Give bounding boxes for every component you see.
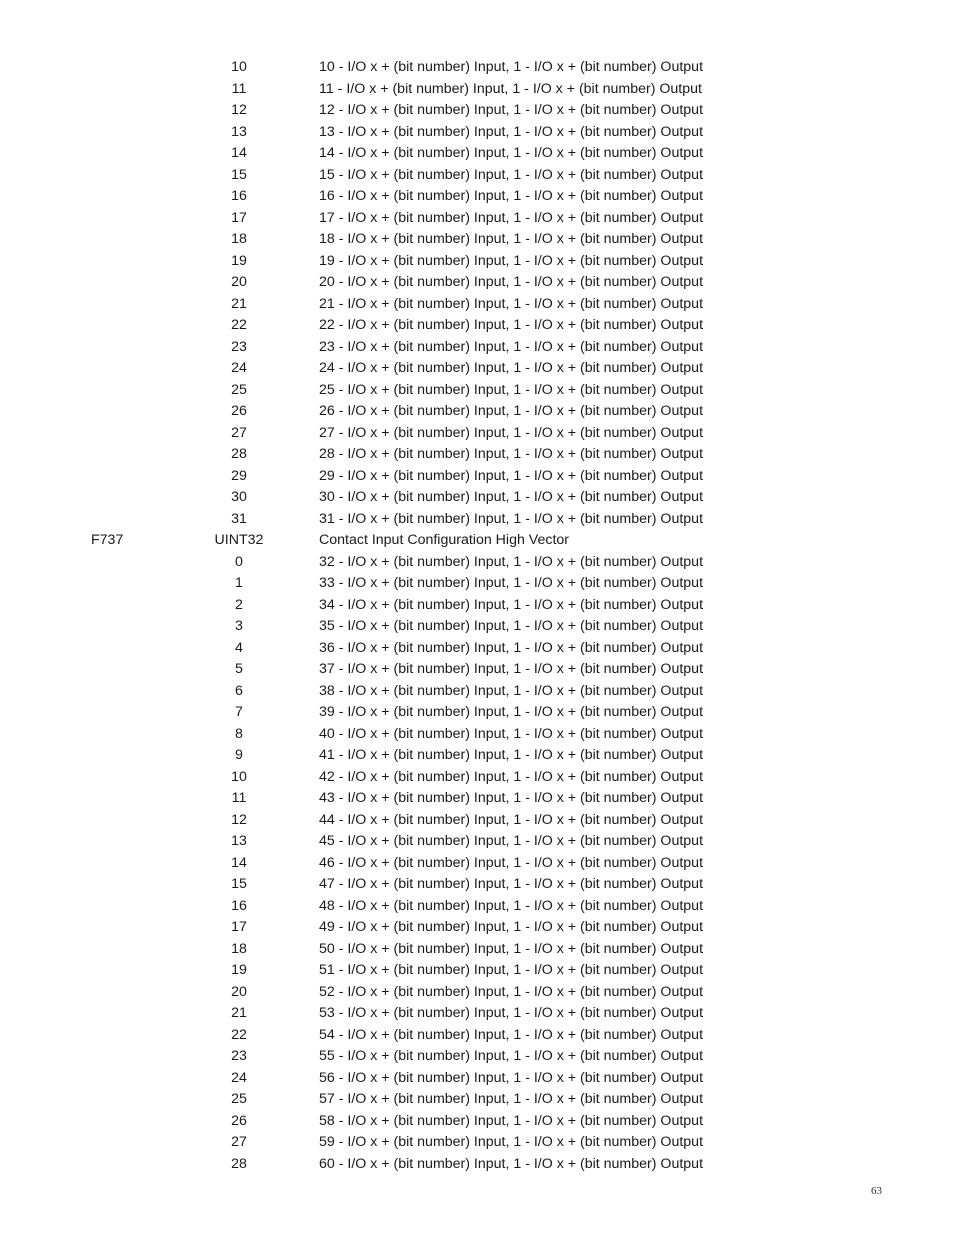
bit-description: 30 - I/O x + (bit number) Input, 1 - I/O x + (bit number) Output	[319, 489, 704, 505]
bit-description: 16 - I/O x + (bit number) Input, 1 - I/O x + (bit number) Output	[319, 188, 704, 204]
table-row	[0, 595, 954, 617]
table-row	[0, 853, 954, 875]
table-row	[0, 57, 954, 79]
bit-value: 12	[231, 102, 247, 118]
bit-description: 15 - I/O x + (bit number) Input, 1 - I/O x + (bit number) Output	[319, 166, 704, 183]
table-row	[0, 251, 954, 273]
bit-description: 36 - I/O x + (bit number) Input, 1 - I/O x + (bit number) Output	[319, 639, 704, 656]
table-row	[0, 337, 954, 359]
bit-description: 31 - I/O x + (bit number) Input, 1 - I/O x + (bit number) Output	[319, 510, 704, 527]
bit-value: 12	[231, 811, 247, 828]
bit-description: 58 - I/O x + (bit number) Input, 1 - I/O x + (bit number) Output	[319, 1112, 704, 1129]
bit-value: 20	[231, 983, 247, 1000]
bit-value: 20	[231, 274, 247, 290]
table-row	[0, 573, 954, 595]
bit-description: 18 - I/O x + (bit number) Input, 1 - I/O x + (bit number) Output	[319, 231, 704, 247]
table-row	[0, 165, 954, 187]
bit-description: 28 - I/O x + (bit number) Input, 1 - I/O x + (bit number) Output	[319, 446, 704, 462]
bit-value: 17	[231, 209, 247, 226]
table-row	[0, 466, 954, 488]
bit-description: 38 - I/O x + (bit number) Input, 1 - I/O x + (bit number) Output	[319, 682, 704, 699]
bit-description: 55 - I/O x + (bit number) Input, 1 - I/O x + (bit number) Output	[319, 1048, 704, 1064]
bit-value: 18	[231, 231, 247, 247]
table-row	[0, 702, 954, 724]
bit-description: 20 - I/O x + (bit number) Input, 1 - I/O x + (bit number) Output	[319, 274, 704, 290]
bit-value: 22	[231, 317, 247, 333]
table-row	[0, 143, 954, 165]
table-row	[0, 294, 954, 316]
table-row	[0, 1046, 954, 1068]
bit-value: 31	[231, 510, 247, 527]
bit-value: 6	[235, 682, 243, 699]
table-row	[0, 229, 954, 251]
bit-description: 41 - I/O x + (bit number) Input, 1 - I/O x + (bit number) Output	[319, 747, 704, 763]
format-table	[0, 57, 954, 1175]
table-row	[0, 982, 954, 1004]
bit-value: 7	[235, 704, 243, 720]
bit-value: 11	[231, 790, 247, 806]
bit-value: 24	[231, 360, 247, 376]
bit-description: 60 - I/O x + (bit number) Input, 1 - I/O x + (bit number) Output	[319, 1155, 704, 1172]
table-row	[0, 509, 954, 531]
bit-value: 26	[231, 403, 247, 419]
table-row	[0, 186, 954, 208]
bit-description: 19 - I/O x + (bit number) Input, 1 - I/O x + (bit number) Output	[319, 252, 704, 269]
bit-description: 42 - I/O x + (bit number) Input, 1 - I/O x + (bit number) Output	[319, 768, 704, 785]
bit-value: 16	[231, 188, 247, 204]
table-row	[0, 745, 954, 767]
bit-description: 37 - I/O x + (bit number) Input, 1 - I/O x + (bit number) Output	[319, 661, 704, 677]
bit-description: 47 - I/O x + (bit number) Input, 1 - I/O x + (bit number) Output	[319, 876, 704, 892]
bit-value: 27	[231, 424, 247, 441]
table-row	[0, 315, 954, 337]
bit-value: 3	[235, 618, 243, 634]
bit-value: 10	[231, 768, 247, 785]
format-code: F737	[91, 532, 124, 548]
bit-value: 23	[231, 338, 247, 355]
table-row	[0, 1089, 954, 1111]
bit-value: 23	[231, 1048, 247, 1064]
bit-value: 0	[235, 553, 243, 570]
bit-value: 13	[231, 123, 247, 140]
bit-description: 32 - I/O x + (bit number) Input, 1 - I/O x + (bit number) Output	[319, 553, 704, 570]
bit-value: 8	[235, 725, 243, 742]
bit-description: 24 - I/O x + (bit number) Input, 1 - I/O x + (bit number) Output	[319, 360, 704, 376]
page-number: 63	[871, 1185, 882, 1197]
table-row	[0, 444, 954, 466]
table-row	[0, 487, 954, 509]
bit-description: 29 - I/O x + (bit number) Input, 1 - I/O x + (bit number) Output	[319, 467, 704, 484]
bit-description: 13 - I/O x + (bit number) Input, 1 - I/O x + (bit number) Output	[319, 123, 704, 140]
bit-description: Contact Input Configuration High Vector	[319, 532, 570, 548]
bit-value: 26	[231, 1112, 247, 1129]
bit-description: 49 - I/O x + (bit number) Input, 1 - I/O x + (bit number) Output	[319, 919, 704, 935]
bit-value: 14	[231, 145, 247, 161]
bit-description: 44 - I/O x + (bit number) Input, 1 - I/O x + (bit number) Output	[319, 811, 704, 828]
bit-value: 10	[231, 59, 247, 75]
bit-description: 56 - I/O x + (bit number) Input, 1 - I/O x + (bit number) Output	[319, 1069, 704, 1086]
bit-value: 17	[231, 919, 247, 935]
bit-value: 22	[231, 1026, 247, 1043]
bit-value: 15	[231, 166, 247, 183]
bit-value: 28	[231, 446, 247, 462]
table-row	[0, 401, 954, 423]
bit-value: 9	[235, 747, 243, 763]
table-row	[0, 831, 954, 853]
bit-description: 14 - I/O x + (bit number) Input, 1 - I/O x + (bit number) Output	[319, 145, 704, 161]
bit-description: 51 - I/O x + (bit number) Input, 1 - I/O x + (bit number) Output	[319, 962, 704, 978]
bit-value: 30	[231, 489, 247, 505]
table-row	[0, 1132, 954, 1154]
bit-description: 54 - I/O x + (bit number) Input, 1 - I/O x + (bit number) Output	[319, 1026, 704, 1043]
bit-description: 22 - I/O x + (bit number) Input, 1 - I/O x + (bit number) Output	[319, 317, 704, 333]
bit-description: 34 - I/O x + (bit number) Input, 1 - I/O x + (bit number) Output	[319, 596, 704, 613]
table-row	[0, 659, 954, 681]
bit-description: 23 - I/O x + (bit number) Input, 1 - I/O x + (bit number) Output	[319, 338, 704, 355]
bit-value: 5	[235, 661, 243, 677]
table-row	[0, 272, 954, 294]
bit-value: UINT32	[214, 532, 264, 548]
table-row	[0, 1154, 954, 1176]
bit-value: 18	[231, 940, 247, 957]
table-row	[0, 1003, 954, 1025]
bit-value: 2	[235, 596, 243, 613]
table-row	[0, 681, 954, 703]
bit-description: 46 - I/O x + (bit number) Input, 1 - I/O x + (bit number) Output	[319, 854, 704, 871]
table-row	[0, 423, 954, 445]
bit-value: 4	[235, 639, 243, 656]
bit-description: 57 - I/O x + (bit number) Input, 1 - I/O x + (bit number) Output	[319, 1091, 704, 1107]
bit-description: 33 - I/O x + (bit number) Input, 1 - I/O x + (bit number) Output	[319, 575, 704, 591]
bit-description: 11 - I/O x + (bit number) Input, 1 - I/O x + (bit number) Output	[319, 80, 702, 97]
table-row	[0, 530, 954, 552]
bit-description: 27 - I/O x + (bit number) Input, 1 - I/O x + (bit number) Output	[319, 424, 704, 441]
bit-description: 39 - I/O x + (bit number) Input, 1 - I/O x + (bit number) Output	[319, 704, 704, 720]
table-row	[0, 1025, 954, 1047]
table-row	[0, 358, 954, 380]
table-row	[0, 1068, 954, 1090]
bit-value: 16	[231, 897, 247, 914]
table-row	[0, 896, 954, 918]
bit-value: 19	[231, 962, 247, 978]
table-row	[0, 917, 954, 939]
bit-value: 11	[231, 80, 247, 97]
bit-value: 19	[231, 252, 247, 269]
bit-value: 21	[231, 1005, 247, 1021]
bit-value: 25	[231, 381, 247, 398]
bit-description: 48 - I/O x + (bit number) Input, 1 - I/O x + (bit number) Output	[319, 897, 704, 914]
table-row	[0, 960, 954, 982]
bit-value: 25	[231, 1091, 247, 1107]
bit-description: 35 - I/O x + (bit number) Input, 1 - I/O x + (bit number) Output	[319, 618, 704, 634]
table-row	[0, 874, 954, 896]
table-row	[0, 767, 954, 789]
table-row	[0, 79, 954, 101]
table-row	[0, 939, 954, 961]
bit-description: 21 - I/O x + (bit number) Input, 1 - I/O x + (bit number) Output	[319, 295, 704, 312]
bit-value: 29	[231, 467, 247, 484]
bit-value: 1	[235, 575, 243, 591]
bit-value: 24	[231, 1069, 247, 1086]
bit-description: 45 - I/O x + (bit number) Input, 1 - I/O x + (bit number) Output	[319, 833, 704, 849]
bit-description: 53 - I/O x + (bit number) Input, 1 - I/O x + (bit number) Output	[319, 1005, 704, 1021]
table-row	[0, 638, 954, 660]
bit-description: 25 - I/O x + (bit number) Input, 1 - I/O x + (bit number) Output	[319, 381, 704, 398]
bit-value: 13	[231, 833, 247, 849]
bit-description: 40 - I/O x + (bit number) Input, 1 - I/O x + (bit number) Output	[319, 725, 704, 742]
table-row	[0, 122, 954, 144]
table-row	[0, 208, 954, 230]
bit-value: 28	[231, 1155, 247, 1172]
bit-description: 17 - I/O x + (bit number) Input, 1 - I/O x + (bit number) Output	[319, 209, 704, 226]
bit-description: 52 - I/O x + (bit number) Input, 1 - I/O x + (bit number) Output	[319, 983, 704, 1000]
bit-value: 14	[231, 854, 247, 871]
table-row	[0, 616, 954, 638]
bit-value: 15	[231, 876, 247, 892]
table-row	[0, 552, 954, 574]
table-row	[0, 100, 954, 122]
bit-description: 26 - I/O x + (bit number) Input, 1 - I/O x + (bit number) Output	[319, 403, 704, 419]
table-row	[0, 724, 954, 746]
bit-description: 59 - I/O x + (bit number) Input, 1 - I/O x + (bit number) Output	[319, 1134, 704, 1150]
table-row	[0, 810, 954, 832]
bit-value: 21	[231, 295, 247, 312]
table-row	[0, 788, 954, 810]
bit-description: 10 - I/O x + (bit number) Input, 1 - I/O x + (bit number) Output	[319, 59, 704, 75]
bit-description: 50 - I/O x + (bit number) Input, 1 - I/O x + (bit number) Output	[319, 940, 704, 957]
table-row	[0, 380, 954, 402]
bit-value: 27	[231, 1134, 247, 1150]
bit-description: 12 - I/O x + (bit number) Input, 1 - I/O x + (bit number) Output	[319, 102, 704, 118]
bit-description: 43 - I/O x + (bit number) Input, 1 - I/O x + (bit number) Output	[319, 790, 704, 806]
table-row	[0, 1111, 954, 1133]
